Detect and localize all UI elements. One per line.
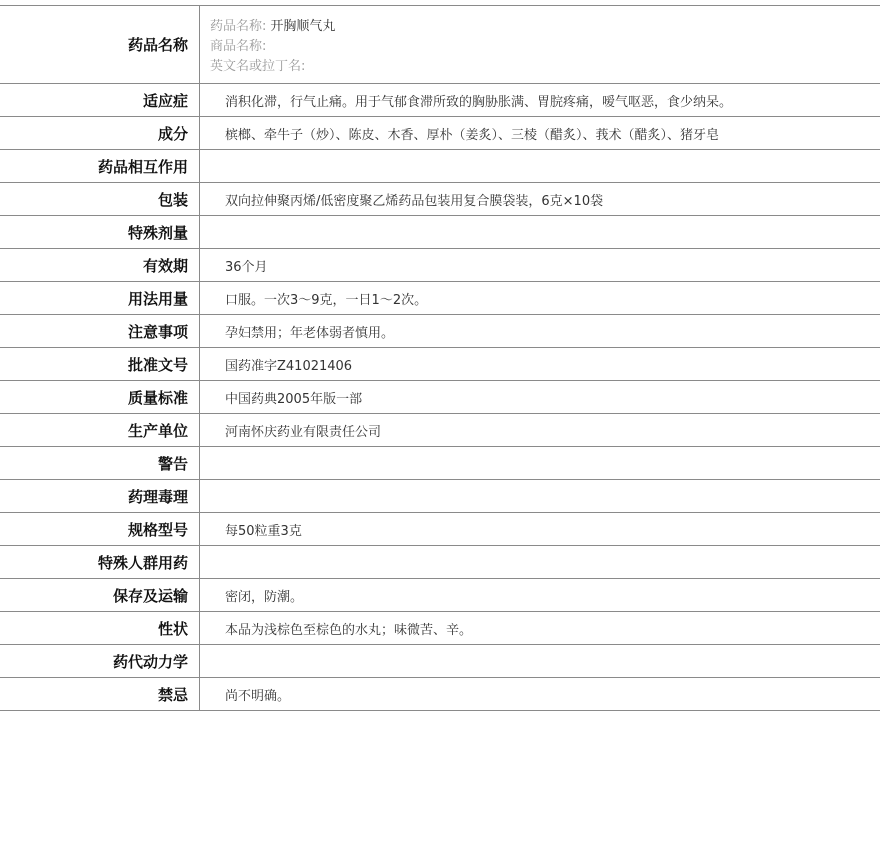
spec-value: 密闭，防潮。 (225, 589, 304, 605)
spec-label: 质量标准 (0, 381, 200, 413)
spec-row-shelf-life (0, 249, 880, 282)
spec-row-contraindications (0, 678, 880, 711)
spec-row-warning (0, 447, 880, 480)
spec-row-special-dosage (0, 216, 880, 249)
spec-label: 包装 (0, 183, 200, 215)
drug-name-values (200, 6, 880, 83)
spec-value: 消积化滞，行气止痛。用于气郁食滞所致的胸胁胀满、胃脘疼痛，嗳气呕恶，食少纳呆。 (225, 94, 733, 110)
generic-name-key: 药品名称: (210, 19, 267, 34)
english-name-line (210, 57, 880, 77)
spec-value: 中国药典2005年版一部 (225, 391, 363, 407)
spec-value (200, 480, 880, 512)
spec-row-interactions (0, 150, 880, 183)
spec-label: 适应症 (0, 84, 200, 116)
spec-row-quality-standard (0, 381, 880, 414)
spec-value: 36个月 (225, 259, 268, 275)
spec-row-packaging (0, 183, 880, 216)
spec-label: 药理毒理 (0, 480, 200, 512)
spec-row-appearance (0, 612, 880, 645)
spec-value (200, 645, 880, 677)
spec-label: 禁忌 (0, 678, 200, 710)
spec-row-storage (0, 579, 880, 612)
english-name-key: 英文名或拉丁名: (210, 59, 306, 74)
spec-value: 口服。一次3～9克，一日1～2次。 (225, 292, 428, 308)
spec-value: 河南怀庆药业有限责任公司 (225, 424, 382, 440)
spec-label: 药代动力学 (0, 645, 200, 677)
spec-value (200, 447, 880, 479)
spec-value: 国药准字Z41021406 (225, 358, 353, 374)
spec-label: 保存及运输 (0, 579, 200, 611)
spec-value (200, 546, 880, 578)
spec-label: 性状 (0, 612, 200, 644)
spec-label: 有效期 (0, 249, 200, 281)
spec-row-pharmacology (0, 480, 880, 513)
spec-row-precautions (0, 315, 880, 348)
spec-value: 孕妇禁用；年老体弱者慎用。 (225, 325, 395, 341)
spec-value: 槟榔、牵牛子（炒）、陈皮、木香、厚朴（姜炙）、三棱（醋炙）、莪术（醋炙）、猪牙皂 (225, 127, 720, 143)
drug-name-row (0, 6, 880, 84)
spec-label: 批准文号 (0, 348, 200, 380)
spec-row-dosage (0, 282, 880, 315)
trade-name-key: 商品名称: (210, 39, 267, 54)
spec-label: 规格型号 (0, 513, 200, 545)
generic-name-line (210, 17, 880, 37)
spec-value: 尚不明确。 (225, 688, 291, 704)
spec-label: 药品相互作用 (0, 150, 200, 182)
spec-label: 用法用量 (0, 282, 200, 314)
spec-value: 每50粒重3克 (225, 523, 302, 539)
generic-name-value: 开胸顺气丸 (270, 19, 336, 34)
spec-label: 警告 (0, 447, 200, 479)
spec-row-special-populations (0, 546, 880, 579)
spec-label: 生产单位 (0, 414, 200, 446)
spec-row-manufacturer (0, 414, 880, 447)
spec-row-pharmacokinetics (0, 645, 880, 678)
spec-value: 本品为浅棕色至棕色的水丸；味微苦、辛。 (225, 622, 473, 638)
spec-value (200, 216, 880, 248)
spec-row-ingredients (0, 117, 880, 150)
spec-row-approval-number (0, 348, 880, 381)
spec-row-indications (0, 84, 880, 117)
spec-value (200, 150, 880, 182)
spec-value: 双向拉伸聚丙烯/低密度聚乙烯药品包装用复合膜袋装，6克×10袋 (225, 193, 604, 209)
spec-label: 特殊剂量 (0, 216, 200, 248)
spec-label: 特殊人群用药 (0, 546, 200, 578)
drug-name-label: 药品名称 (0, 6, 200, 83)
spec-row-specification (0, 513, 880, 546)
spec-label: 成分 (0, 117, 200, 149)
trade-name-line (210, 37, 880, 57)
drug-spec-table (0, 5, 880, 711)
spec-label: 注意事项 (0, 315, 200, 347)
